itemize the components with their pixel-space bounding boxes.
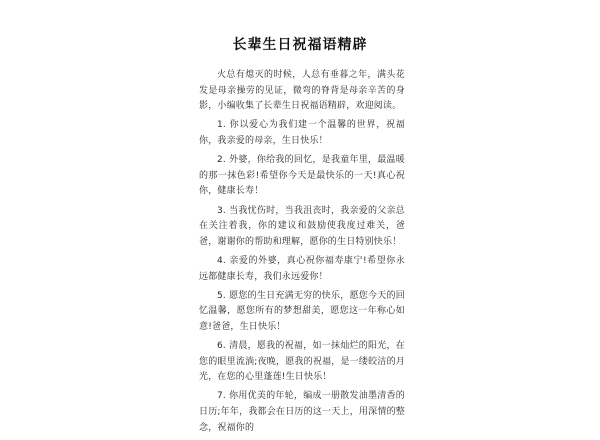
wish-item-7: 7. 你用优美的年轮，编成一册散发油墨清香的日历;年年，我都会在日历的这一天上，用深情的整念，祝福你的 xyxy=(199,391,405,433)
wish-item-6: 6. 清晨，愿我的祝福，如一抹灿烂的阳光，在您的眼里流淌;夜晚，愿我的祝福，是一缕皎洁的月光，在您的心里蓬莲!生日快乐！ xyxy=(199,341,405,383)
document-title: 长辈生日祝福语精辟 xyxy=(232,37,368,53)
intro-paragraph: 火总有熄灭的时候，人总有垂暮之年，满头花发是母亲操劳的见证，微弯的脊背是母亲辛苦的身影，小编收集了长辈生日祝福语精辟，欢迎阅读。 xyxy=(199,70,405,112)
wish-item-1: 1. 你以爱心为我们建一个温馨的世界，祝福你，我亲爱的母亲，生日快乐！ xyxy=(199,120,405,146)
wish-item-2: 2. 外婆，你给我的回忆，是我童年里，最温暖的那一抹色彩!希望你今天是最快乐的一天!真心祝你，健康长寿！ xyxy=(199,155,405,197)
wish-item-5: 5. 愿您的生日充满无穷的快乐，愿您今天的回忆温馨，愿您所有的梦想甜美，愿您这一年称心如意!爸爸，生日快乐！ xyxy=(199,290,405,332)
document-body xyxy=(199,68,405,440)
wish-item-3: 3. 当我忧伤时，当我沮丧时，我亲爱的父亲总在关注着我，你的建议和鼓励使我度过难关，爸爸，谢谢你的帮助和理解，愿你的生日特别快乐！ xyxy=(199,205,405,247)
wish-item-4: 4. 亲爱的外婆，真心祝你福寿康宁!希望你永远都健康长寿，我们永远爱你！ xyxy=(199,255,405,282)
